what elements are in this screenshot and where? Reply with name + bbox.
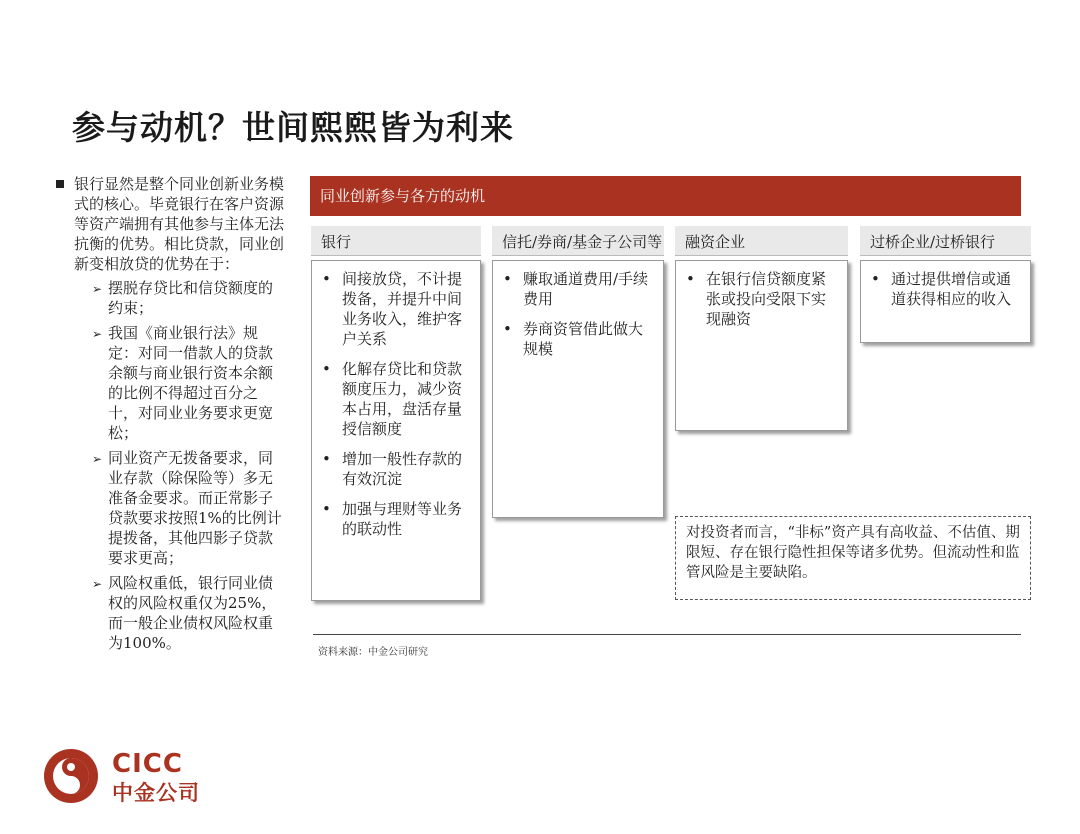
intro-bullet [56,174,284,274]
bullet-dot-icon: • [503,320,512,338]
bullet-dot-icon: • [503,270,512,288]
list-item [320,269,470,349]
list-item-text: 我国《商业银行法》规定：对同一借款人的贷款余额与商业银行资本余额的比例不得超过百分之十，对同业业务要求更宽松； [108,324,274,442]
arrow-bullet-icon: ➢ [92,577,103,591]
square-bullet-icon [56,180,64,188]
column-header-bridge: 过桥企业/过桥银行 [860,226,1031,256]
column-header-trust: 信托/券商/基金子公司等 [492,226,664,256]
divider [313,634,1021,635]
list-item [320,449,470,489]
bullet-dot-icon: • [871,270,880,288]
list-item-text: 化解存贷比和贷款额度压力，减少资本占用，盘活存量授信额度 [342,360,463,438]
bullet-dot-icon: • [686,270,695,288]
investor-note: 对投资者而言，“非标”资产具有高收益、不估值、期限短、存在银行隐性担保等诸多优势。但流动性和监管风险是主要缺陷。 [675,516,1031,600]
cicc-logo-icon [42,747,100,805]
source-note: 资料来源：中金公司研究 [318,647,428,658]
list-item-text: 摆脱存贷比和信贷额度的约束； [108,279,274,317]
list-item [501,269,653,309]
arrow-bullet-icon: ➢ [92,282,103,296]
card-trust [492,260,664,518]
list-item [320,359,470,439]
list-item-text: 同业资产无拨备要求，同业存款（除保险等）多无准备金要求。而正常影子贷款要求按照1%的比例计提拨备，其他四影子贷款要求更高； [108,449,282,567]
bullet-dot-icon: • [322,270,331,288]
list-item [684,269,837,329]
list-item-text: 增加一般性存款的有效沉淀 [342,450,463,488]
section-banner: 同业创新参与各方的动机 [310,176,1021,216]
list-item [92,323,284,443]
bullet-dot-icon: • [322,500,331,518]
left-bullet-panel [56,174,284,658]
list-item [320,499,470,539]
list-item-text: 券商资管借此做大规模 [523,320,644,358]
bullet-dot-icon: • [322,360,331,378]
list-item-text: 通过提供增信或通道获得相应的收入 [891,270,1012,308]
card-bank [311,260,481,601]
column-header-financing-firm: 融资企业 [675,226,848,256]
list-item-text: 风险权重低，银行同业债权的风险权重仅为25%，而一般企业债权风险权重为100%。 [108,574,277,652]
list-item [501,319,653,359]
card-bridge [860,260,1031,343]
page-title: 参与动机？世间熙熙皆为利来 [72,108,514,147]
sub-list [92,278,284,653]
cicc-logo [42,745,202,805]
list-item-text: 加强与理财等业务的联动性 [342,500,463,538]
logo-text-en: CICC [112,749,183,779]
list-item [869,269,1020,309]
list-item [92,278,284,318]
list-item-text: 间接放贷，不计提拨备，并提升中间业务收入，维护客户关系 [342,270,463,348]
arrow-bullet-icon: ➢ [92,452,103,466]
list-item-text: 赚取通道费用/手续费用 [523,270,649,308]
card-financing-firm [675,260,848,431]
intro-text: 银行显然是整个同业创新业务模式的核心。毕竟银行在客户资源等资产端拥有其他参与主体无法抗衡的优势。相比贷款，同业创新变相放贷的优势在于： [74,175,285,273]
bullet-dot-icon: • [322,450,331,468]
list-item [92,448,284,568]
column-header-bank: 银行 [311,226,481,256]
arrow-bullet-icon: ➢ [92,327,103,341]
logo-text-cn: 中金公司 [112,781,200,805]
list-item-text: 在银行信贷额度紧张或投向受限下实现融资 [706,270,827,328]
list-item [92,573,284,653]
